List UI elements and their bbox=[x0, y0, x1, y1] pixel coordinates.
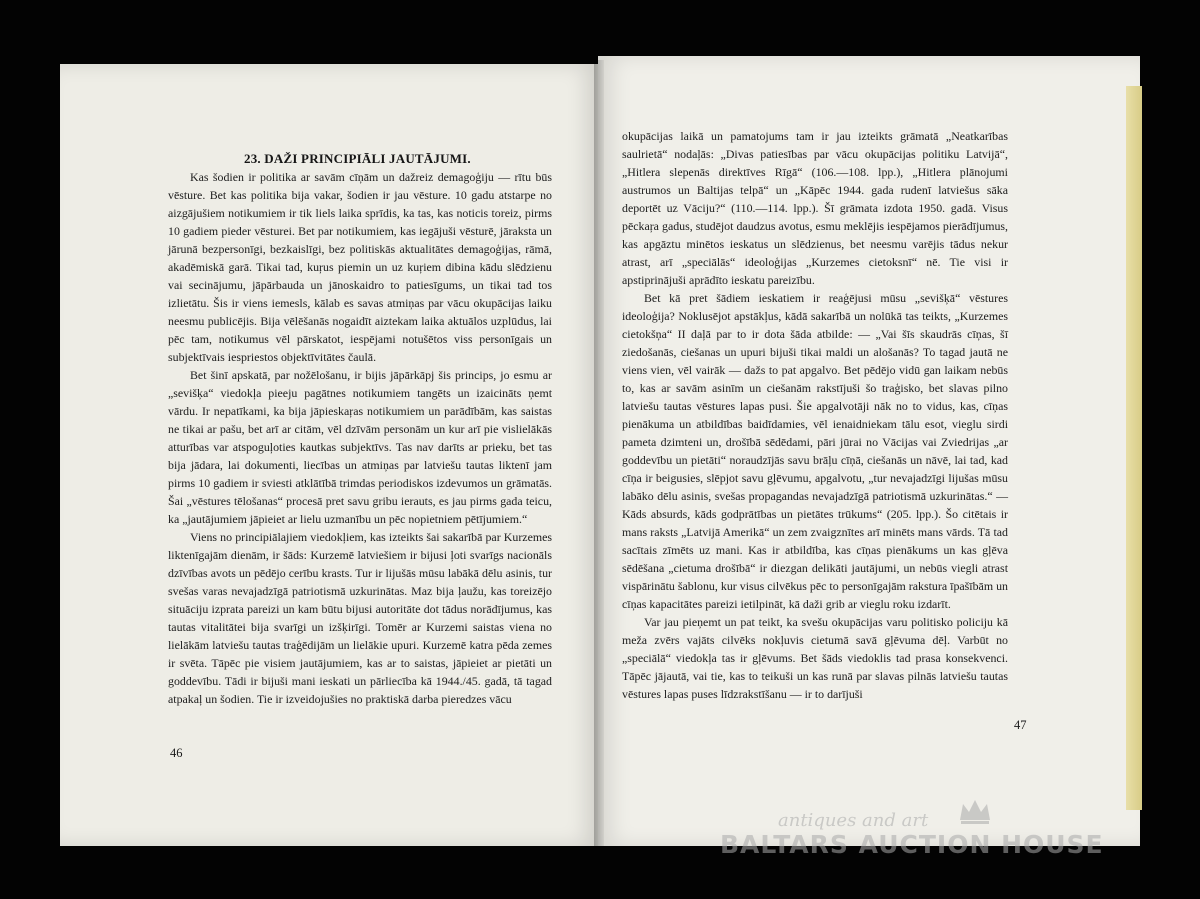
page-number-right: 47 bbox=[1014, 718, 1027, 732]
paragraph: okupācijas laikā un pamatojums tam ir jau izteikts grāmatā „Neatkarības saulrietā“ nodaļās: „Divas patiesības par vācu okupācijas politiku Latvijā“, „Hitlera slepenās direktīves Rīgā“ (106.—108. lpp.), „Hitlera plānojumi austrumos un Baltijas telpā“ un „Kāpēc 1944. gada rudenī latviešus sāka deportēt uz Vāciju?“ (110.—114. lpp.). Šī grāmata izdota 1950. gadā. Visus pēckaŗa gadus, studējot daudzus avotus, esmu meklējis iespējamos pierādījumus, kas apgāztu minētos ieskatus un slēdzienus, bet neesmu varējis tādus nekur atrast, arī „speciālās“ ideoloģijas „Kurzemes cietoksnī“ nē. Tie visi ir apstiprinājuši aprādīto ieskatu pareizību. bbox=[622, 129, 1008, 287]
crown-icon bbox=[958, 796, 992, 826]
paragraph: Bet kā pret šādiem ieskatiem ir reaģējusi mūsu „sevišķā“ vēstures ideoloģija? Noklusējot apstākļus, kādā sakarībā un nolūkā tas teikts, „Kurzemes cietokšņa“ II daļā par to ir dota šāda atbilde: — „Vai šīs skaudrās cīņas, šī ziedošanās, ciešanas un upuri bijuši tikai maldi un alošanās? To tagad jautā ne viens vien, vēl vairāk — dažs to pat apgalvo. Bet pēdējo vidū gan laikam nebūs to, kas ar savām asinīm un ciešanām rakstījuši šo traģisko, bet slavas pilno latviešu tautas vēstures lapas pusi. Šie apgalvotāji nāk no to vidus, kas, cīņas pienākuma un atbildības baidīdamies, vēl ienaidniekam tālu esot, vieglu sirdi pameta dzimteni un, drošībā sēdēdami, pāri jūrai no Vācijas vai Zviedrijas „ar goddevību un pietāti“ noraudzījās savu brāļu cīņā, ciešanās un nāvē, lai tad, kad cīņa ir beigusies, slēpjot savu gļēvumu, apgalvotu, „tur nevajadzīgi lijušas mūsu labāko dēlu asinis, svešas propagandas nevajadzīgā patriotismā uzkurinātas.“ — Kāds absurds, kāds godprātības un pietātes trūkums“ (205. lpp.). Šo citētais ir mans raksts „Latvijā Amerikā“ un zem zvaigznītes arī minēts mans vārds. Tā tad sacītais zīmēts uz mani. Kas ir atbildība, kas cīņas pienākums un kas gļēva sēdēšana „cietuma drošībā“ ir diezgan delikāti jautājumi, un nebūs viegli atrast vispārinātu šablonu, kur visus cilvēkus pēc to personīgajām rakstura īpašībām un cīņas kapacitātes pareizi ietilpināt, kā daži grib ar vieglu roku izdarīt. bbox=[622, 291, 1008, 611]
paragraph: Viens no principiālajiem viedokļiem, kas izteikts šai sakarībā par Kurzemes liktenīgajām dienām, ir šāds: Kurzemē latviešiem ir bijusi ļoti svarīgs nacionāls dzīvības avots un pēdējo cerību krasts. Tur ir lijušās mūsu labākā dēlu asinis, tur svešas varas nevajadzīgā patriotismā uzkurinātas. Maz bija ļaužu, kas toreizējo situāciju izprata pareizi un kam būtu bijusi autoritāte dot tādus norādījumus, kas tautas vitalitātei bija svarīgi un izšķirīgi. Tomēr ar Kurzemi saistas viena no lielākām latviešu tautas traģēdijām un lielākie upuri. Kurzemē katra pēda zemes ir svēta. Tāpēc pie visiem jautājumiem, kas ar to saistas, jāpieiet ar pietāti un goddevību. Tādi ir bijuši mani ieskati un pārliecība kā 1944./45. gadā, tā tagad atpakaļ un šodien. Tie ir izveidojušies no praktiskā darba pieredzes vācu bbox=[168, 530, 552, 706]
page-edges bbox=[1126, 86, 1142, 810]
left-page-text bbox=[168, 168, 552, 708]
watermark-brand: BALTARS AUCTION HOUSE bbox=[720, 830, 1104, 859]
right-page-text bbox=[622, 127, 1008, 703]
paragraph: Kas šodien ir politika ar savām cīņām un dažreiz demagoģiju — rītu būs vēsture. Bet kas politika bija vakar, šodien ir jau vēsture. 10 gadu atstarpe no aizgājušiem notikumiem ir tik liels laika sprīdis, ka tas, kas noticis toreiz, pirms 10 gadiem pieder vēsturei. Bet par notikumiem, kas iegājuši vēsturē, jāraksta un jārunā bezpersonīgi, bezkaislīgi, bez politiskās aktualitātes demagoģijas, rāmā, akadēmiskā garā. Tikai tad, kuŗus piemin un uz kuŗiem dibina kādu slēdzienu vai secinājumu, jāpārbauda un jānoskaidro to patiesīgums, un tikai tad tos izlietātu. Šis ir viens iemesls, kālab es savas atmiņas par vācu okupācijas laiku neesmu publicējis. Bija vēlēšanās nogaidīt aiztekam laika aktuālos uzplūdus, lai pēc tam, notikumus vēl pārskatot, iespējami notušētos viss personīgais un subjektīvais iespriestos objektīvitātes čaulā. bbox=[168, 170, 552, 364]
paragraph: Bet šinī apskatā, par nožēlošanu, ir bijis jāpārkāpj šis princips, jo esmu ar „sevišķa“ viedokļa pieeju pagātnes notikumiem tangēts un izaicināts ņemt vārdu. Ir nepatīkami, ka bija jāpieskaŗas notikumiem un parādībām, kas saistas ne tikai ar pašu, bet arī ar citām, vēl dzīvām personām un kur arī pie vislielākās atturības var atspoguļoties kautkas subjektīvs. Tas nav darīts ar prieku, bet tas bija jādara, lai dokumenti, liecības un atmiņas par latviešu tautas liktenī jam pirms 10 gadiem ir sviesti atklātībā trimdas periodiskos izdevumos un grāmatās. Šai „vēstures tēlošanas“ procesā pret savu gribu ierauts, es jau pirms gada teicu, ka „jautājumiem jāpieiet ar lielu uzmanību un pēc nopietniem pētījumiem.“ bbox=[168, 368, 552, 526]
chapter-heading: 23. DAŽI PRINCIPIĀLI JAUTĀJUMI. bbox=[244, 151, 471, 166]
watermark-tagline: antiques and art bbox=[778, 810, 929, 831]
page-number-left: 46 bbox=[170, 746, 183, 760]
book-gutter bbox=[594, 60, 604, 846]
paragraph: Var jau pieņemt un pat teikt, ka svešu okupācijas varu politisko policiju kā meža zvērs vajāts cilvēks nokļuvis cietumā savā gļēvuma dēļ. Varbūt no „speciālā“ viedokļa tas ir gļēvums. Bet šāds viedoklis tad prasa konsekvenci. Tāpēc jājautā, vai tie, kas to teikuši un kas runā par slavas pilnās latviešu tautas vēstures lapas puses līdzrakstīšanu — ir to darījuši bbox=[622, 615, 1008, 701]
